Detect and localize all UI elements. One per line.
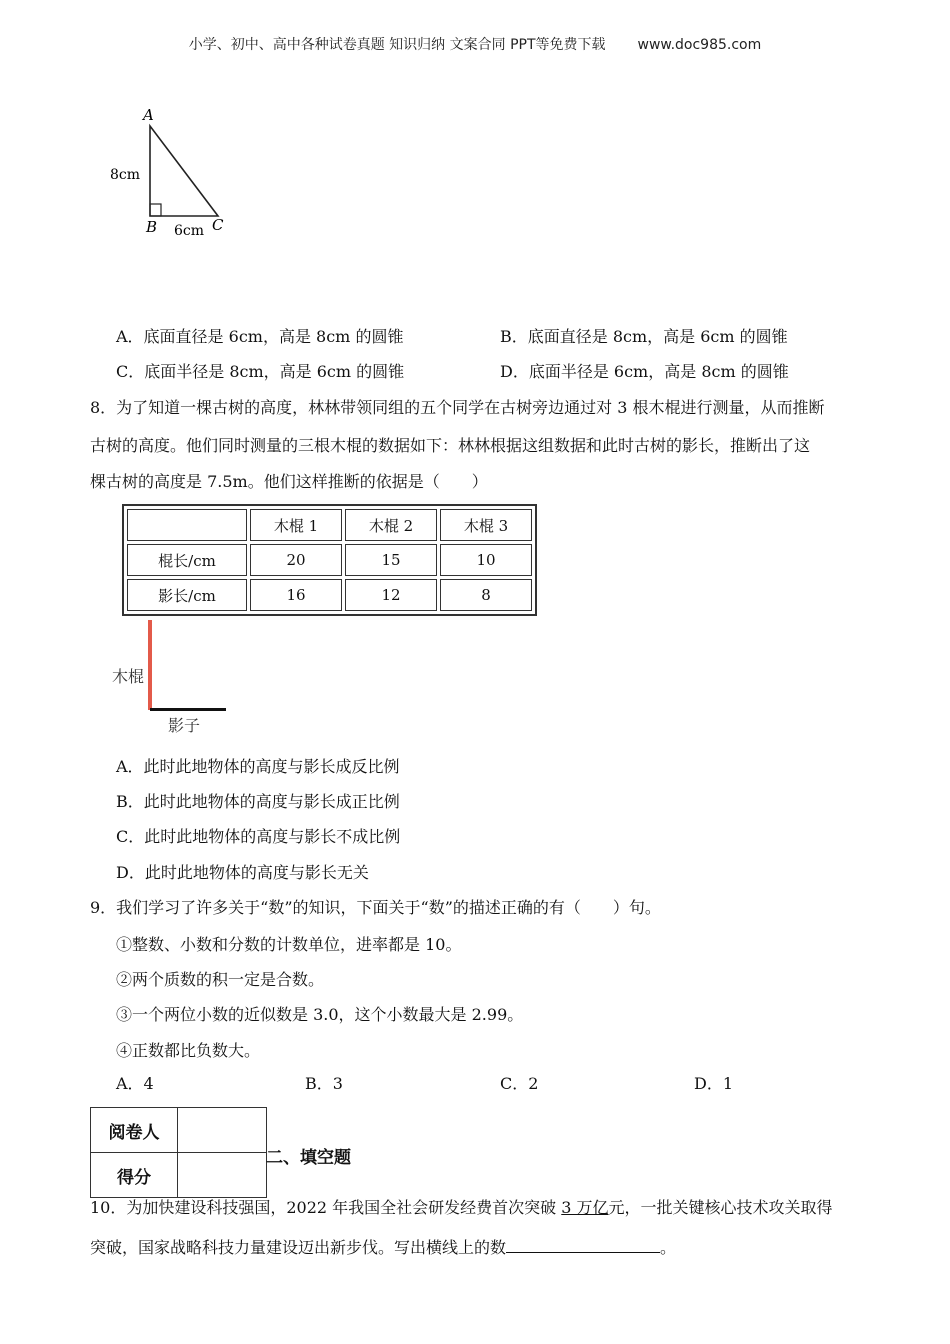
stick-label: 木棍 bbox=[112, 667, 145, 686]
q7-option-b: B．底面直径是 8cm，高是 6cm 的圆锥 bbox=[500, 327, 788, 346]
score-field bbox=[178, 1153, 267, 1198]
q7-option-c: C．底面半径是 8cm，高是 6cm 的圆锥 bbox=[116, 362, 405, 381]
q7-option-a: A．底面直径是 6cm，高是 8cm 的圆锥 bbox=[116, 327, 404, 346]
q9-option-c: C．2 bbox=[500, 1074, 539, 1093]
q8-option-a: A．此时此地物体的高度与影长成反比例 bbox=[116, 757, 400, 776]
q8-data-table bbox=[122, 504, 537, 616]
header-site: www.doc985.com bbox=[637, 37, 762, 53]
q9-statement-1: ①整数、小数和分数的计数单位，进率都是 10。 bbox=[116, 935, 462, 954]
triangle-shape bbox=[150, 126, 218, 216]
vertex-c-label: C bbox=[212, 216, 224, 234]
reviewer-field bbox=[178, 1108, 267, 1153]
right-triangle-figure bbox=[100, 100, 240, 245]
side-ab-label: 8cm bbox=[110, 167, 141, 183]
q9-statement-3: ③一个两位小数的近似数是 3.0，这个小数最大是 2.99。 bbox=[116, 1005, 524, 1024]
table-cell: 棍长/cm bbox=[127, 544, 247, 576]
q10-line-2 bbox=[90, 1236, 676, 1258]
q10-line-1-post: 元，一批关键核心技术攻关取得 bbox=[608, 1198, 833, 1217]
table-cell: 10 bbox=[440, 544, 532, 576]
q8-stem-line-3: 棵古树的高度是 7.5m。他们这样推断的依据是（ ） bbox=[90, 472, 488, 491]
table-cell: 8 bbox=[440, 579, 532, 611]
q10-underlined-number: 3 万亿 bbox=[561, 1198, 609, 1217]
table-header-cell: 木棍 2 bbox=[345, 509, 437, 541]
q8-option-c: C．此时此地物体的高度与影长不成比例 bbox=[116, 827, 401, 846]
q9-option-d: D．1 bbox=[694, 1074, 734, 1093]
q9-option-b: B．3 bbox=[305, 1074, 343, 1093]
score-label: 得分 bbox=[91, 1153, 178, 1198]
q8-stem-line-1: 8．为了知道一棵古树的高度，林林带领同组的五个同学在古树旁边通过对 3 根木棍进行测量，从而推断 bbox=[90, 398, 825, 417]
shadow-label: 影子 bbox=[168, 716, 201, 735]
grading-box bbox=[90, 1107, 267, 1198]
table-header-cell: 木棍 3 bbox=[440, 509, 532, 541]
header-text: 小学、初中、高中各种试卷真题 知识归纳 文案合同 PPT等免费下载 bbox=[188, 37, 606, 53]
table-header-row bbox=[127, 509, 532, 541]
q9-statement-2: ②两个质数的积一定是合数。 bbox=[116, 970, 325, 989]
q10-line-1 bbox=[90, 1198, 833, 1218]
right-angle-mark bbox=[150, 204, 161, 216]
q8-option-d: D．此时此地物体的高度与影长无关 bbox=[116, 863, 369, 882]
vertex-a-label: A bbox=[143, 106, 154, 124]
table-row bbox=[127, 579, 532, 611]
q10-line-2-post: 。 bbox=[660, 1238, 677, 1257]
q9-stem: 9．我们学习了许多关于“数”的知识，下面关于“数”的描述正确的有（ ）句。 bbox=[90, 898, 661, 917]
section-2-title: 二、填空题 bbox=[266, 1148, 351, 1168]
page-header bbox=[0, 34, 950, 54]
q9-option-a: A．4 bbox=[116, 1074, 154, 1093]
q10-answer-blank[interactable] bbox=[506, 1236, 660, 1253]
stick-line bbox=[148, 620, 152, 710]
q10-line-1-pre: 10．为加快建设科技强国，2022 年我国全社会研发经费首次突破 bbox=[90, 1198, 562, 1217]
table-cell: 16 bbox=[250, 579, 342, 611]
table-cell: 12 bbox=[345, 579, 437, 611]
table-row bbox=[127, 544, 532, 576]
table-header-cell: 木棍 1 bbox=[250, 509, 342, 541]
q9-statement-4: ④正数都比负数大。 bbox=[116, 1041, 261, 1060]
vertex-b-label: B bbox=[146, 218, 158, 236]
q8-stem-line-2: 古树的高度。他们同时测量的三根木棍的数据如下：林林根据这组数据和此时古树的影长，推断出了这 bbox=[90, 436, 811, 455]
table-header-cell bbox=[127, 509, 247, 541]
side-bc-label: 6cm bbox=[174, 223, 205, 239]
reviewer-label: 阅卷人 bbox=[91, 1108, 178, 1153]
table-cell: 15 bbox=[345, 544, 437, 576]
table-cell: 20 bbox=[250, 544, 342, 576]
q7-option-d: D．底面半径是 6cm，高是 8cm 的圆锥 bbox=[500, 362, 789, 381]
q10-line-2-pre: 突破，国家战略科技力量建设迈出新步伐。写出横线上的数 bbox=[90, 1238, 507, 1257]
table-cell: 影长/cm bbox=[127, 579, 247, 611]
q8-option-b: B．此时此地物体的高度与影长成正比例 bbox=[116, 792, 400, 811]
shadow-line bbox=[150, 708, 226, 711]
